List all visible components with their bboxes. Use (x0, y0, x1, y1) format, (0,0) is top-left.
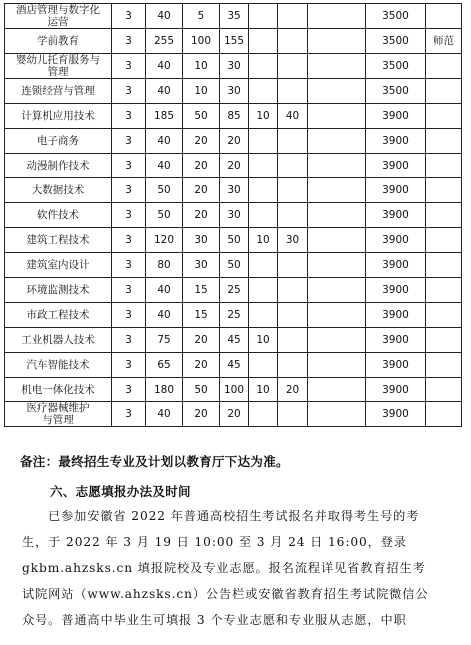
table-cell (278, 253, 308, 278)
table-row (5, 103, 462, 128)
paragraph-line: 众号。普通高中毕业生可填报 3 个专业志愿和专业服从志愿，中职 (22, 613, 407, 627)
table-cell: 50 (220, 228, 249, 253)
table-row (5, 29, 462, 54)
table-cell (308, 253, 366, 278)
table-cell: 255 (146, 29, 183, 54)
table-cell (308, 352, 366, 377)
table-cell: 40 (146, 4, 183, 29)
table-cell: 3900 (366, 203, 426, 228)
table-row (5, 4, 462, 29)
table-cell: 3500 (366, 78, 426, 103)
table-cell: 40 (146, 278, 183, 303)
table-cell (249, 203, 278, 228)
table-cell (426, 103, 462, 128)
major-name-cell: 电子商务 (5, 128, 112, 153)
enrollment-plan-table (4, 3, 462, 427)
table-cell (249, 402, 278, 427)
table-cell: 15 (183, 278, 220, 303)
table-cell: 3 (112, 402, 146, 427)
table-cell (278, 4, 308, 29)
table-cell: 80 (146, 253, 183, 278)
table-cell: 45 (220, 327, 249, 352)
table-cell: 85 (220, 103, 249, 128)
table-cell (278, 29, 308, 54)
table-cell: 3900 (366, 178, 426, 203)
table-cell (308, 103, 366, 128)
table-cell: 3 (112, 4, 146, 29)
table-row (5, 78, 462, 103)
table-cell: 20 (220, 402, 249, 427)
table-cell: 185 (146, 103, 183, 128)
table-cell: 师范 (426, 29, 462, 54)
table-cell (426, 128, 462, 153)
major-name-cell: 大数据技术 (5, 178, 112, 203)
table-cell: 40 (278, 103, 308, 128)
table-cell: 3500 (366, 29, 426, 54)
table-cell (249, 4, 278, 29)
table-cell: 25 (220, 302, 249, 327)
table-cell: 75 (146, 327, 183, 352)
table-cell: 120 (146, 228, 183, 253)
table-cell: 3 (112, 153, 146, 178)
table-cell: 3 (112, 203, 146, 228)
table-cell: 155 (220, 29, 249, 54)
table-cell: 20 (183, 128, 220, 153)
table-row (5, 153, 462, 178)
table-cell: 3 (112, 253, 146, 278)
table-cell: 180 (146, 377, 183, 402)
table-cell (249, 128, 278, 153)
major-name-cell: 动漫制作技术 (5, 153, 112, 178)
table-cell: 50 (183, 103, 220, 128)
table-cell: 50 (183, 377, 220, 402)
table-cell (249, 253, 278, 278)
table-cell: 3 (112, 278, 146, 303)
table-cell: 3 (112, 103, 146, 128)
table-cell (278, 203, 308, 228)
table-cell: 30 (278, 228, 308, 253)
table-cell: 3900 (366, 402, 426, 427)
table-cell: 3 (112, 53, 146, 78)
table-cell (249, 278, 278, 303)
major-name-cell: 汽车智能技术 (5, 352, 112, 377)
table-cell: 100 (220, 377, 249, 402)
table-cell: 50 (146, 203, 183, 228)
table-cell (426, 4, 462, 29)
table-cell: 100 (183, 29, 220, 54)
table-cell (308, 302, 366, 327)
table-cell: 3500 (366, 53, 426, 78)
section-heading: 六、志愿填报办法及时间 (50, 484, 191, 499)
table-cell: 65 (146, 352, 183, 377)
table-cell (278, 278, 308, 303)
table-row (5, 327, 462, 352)
table-cell (278, 178, 308, 203)
major-name-cell: 医疗器械维护 与管理 (5, 402, 112, 427)
table-cell (278, 327, 308, 352)
table-cell: 3900 (366, 377, 426, 402)
table-cell: 20 (183, 203, 220, 228)
table-cell: 10 (249, 327, 278, 352)
table-cell (308, 327, 366, 352)
table-cell: 20 (183, 178, 220, 203)
table-cell (308, 178, 366, 203)
table-cell (426, 327, 462, 352)
table-cell (426, 402, 462, 427)
major-name-cell: 市政工程技术 (5, 302, 112, 327)
table-cell: 3500 (366, 4, 426, 29)
table-cell: 3900 (366, 128, 426, 153)
table-cell (278, 153, 308, 178)
table-cell: 20 (183, 153, 220, 178)
table-cell: 3 (112, 352, 146, 377)
table-cell (308, 228, 366, 253)
table-cell: 3 (112, 78, 146, 103)
table-cell (278, 53, 308, 78)
table-cell: 3 (112, 302, 146, 327)
table-cell: 10 (249, 103, 278, 128)
table-cell: 20 (183, 352, 220, 377)
table-row (5, 203, 462, 228)
major-name-cell: 软件技术 (5, 203, 112, 228)
table-cell (308, 128, 366, 153)
table-cell (278, 128, 308, 153)
table-cell: 40 (146, 153, 183, 178)
table-cell (278, 402, 308, 427)
table-cell (278, 352, 308, 377)
table-cell (426, 228, 462, 253)
table-cell: 40 (146, 402, 183, 427)
table-cell: 45 (220, 352, 249, 377)
table-cell: 3900 (366, 327, 426, 352)
table-cell: 30 (183, 228, 220, 253)
table-row (5, 302, 462, 327)
table-cell (426, 78, 462, 103)
table-cell: 30 (220, 78, 249, 103)
table-cell: 35 (220, 4, 249, 29)
table-cell (426, 352, 462, 377)
table-cell: 10 (183, 53, 220, 78)
table-cell (308, 402, 366, 427)
table-cell: 40 (146, 53, 183, 78)
table-cell (308, 29, 366, 54)
table-cell: 3900 (366, 253, 426, 278)
table-cell: 30 (183, 253, 220, 278)
table-cell (308, 53, 366, 78)
table-row (5, 253, 462, 278)
major-name-cell: 计算机应用技术 (5, 103, 112, 128)
table-cell: 3 (112, 178, 146, 203)
table-row (5, 228, 462, 253)
table-cell: 20 (220, 128, 249, 153)
table-cell: 3900 (366, 302, 426, 327)
table-cell: 3 (112, 128, 146, 153)
table-row (5, 402, 462, 427)
table-cell (249, 78, 278, 103)
table-cell: 40 (146, 128, 183, 153)
major-name-cell: 酒店管理与数字化 运营 (5, 4, 112, 29)
table-cell: 15 (183, 302, 220, 327)
table-cell: 3900 (366, 153, 426, 178)
table-cell: 3 (112, 327, 146, 352)
table-cell: 40 (146, 78, 183, 103)
table-cell (308, 203, 366, 228)
table-cell: 50 (220, 253, 249, 278)
table-cell: 3900 (366, 103, 426, 128)
table-cell (426, 178, 462, 203)
major-name-cell: 环境监测技术 (5, 278, 112, 303)
table-cell: 30 (220, 178, 249, 203)
table-cell: 20 (278, 377, 308, 402)
table-cell (426, 278, 462, 303)
table-row (5, 53, 462, 78)
table-cell: 10 (249, 377, 278, 402)
table-row (5, 178, 462, 203)
table-cell: 3 (112, 377, 146, 402)
table-cell (249, 29, 278, 54)
paragraph-line: 已参加安徽省 2022 年普通高校招生考试报名并取得考生号的考 (48, 509, 420, 523)
table-cell (249, 178, 278, 203)
major-name-cell: 工业机器人技术 (5, 327, 112, 352)
table-cell (308, 153, 366, 178)
table-row (5, 377, 462, 402)
major-name-cell: 建筑工程技术 (5, 228, 112, 253)
table-cell: 3 (112, 29, 146, 54)
table-cell (308, 377, 366, 402)
table-cell (249, 302, 278, 327)
major-name-cell: 连锁经营与管理 (5, 78, 112, 103)
table-cell: 40 (146, 302, 183, 327)
major-name-cell: 学前教育 (5, 29, 112, 54)
table-cell: 30 (220, 53, 249, 78)
table-cell (278, 302, 308, 327)
table-cell (308, 278, 366, 303)
table-cell (308, 4, 366, 29)
table-row (5, 352, 462, 377)
paragraph-line: 试院网站（www.ahzsks.cn）公告栏或安徽省教育招生考试院微信公 (22, 587, 429, 601)
major-name-cell: 建筑室内设计 (5, 253, 112, 278)
table-cell: 3 (112, 228, 146, 253)
table-cell (308, 78, 366, 103)
note-text: 备注：最终招生专业及计划以教育厅下达为准。 (20, 454, 289, 469)
body-paragraph (22, 503, 450, 633)
table-body (5, 4, 462, 427)
table-cell: 10 (183, 78, 220, 103)
table-cell: 10 (249, 228, 278, 253)
major-name-cell: 机电一体化技术 (5, 377, 112, 402)
paragraph-line: gkbm.ahzsks.cn 填报院校及专业志愿。报名流程详见省教育招生考 (22, 561, 426, 575)
table-cell: 20 (220, 153, 249, 178)
table-cell (426, 253, 462, 278)
table-row (5, 278, 462, 303)
major-name-cell: 婴幼儿托育服务与 管理 (5, 53, 112, 78)
table-cell: 3900 (366, 352, 426, 377)
table-cell (249, 53, 278, 78)
table-cell: 3900 (366, 278, 426, 303)
table-cell (249, 352, 278, 377)
table-cell (426, 302, 462, 327)
paragraph-line: 生，于 2022 年 3 月 19 日 10:00 至 3 月 24 日 16:00，登录 (22, 535, 407, 549)
table-cell: 3900 (366, 228, 426, 253)
table-row (5, 128, 462, 153)
table-cell: 25 (220, 278, 249, 303)
table-cell (278, 78, 308, 103)
table-cell (249, 153, 278, 178)
table-cell: 20 (183, 327, 220, 352)
table-cell: 20 (183, 402, 220, 427)
table-cell (426, 203, 462, 228)
table-cell: 50 (146, 178, 183, 203)
table-cell (426, 53, 462, 78)
table-cell: 30 (220, 203, 249, 228)
table-cell (426, 153, 462, 178)
table-cell: 5 (183, 4, 220, 29)
table-cell (426, 377, 462, 402)
